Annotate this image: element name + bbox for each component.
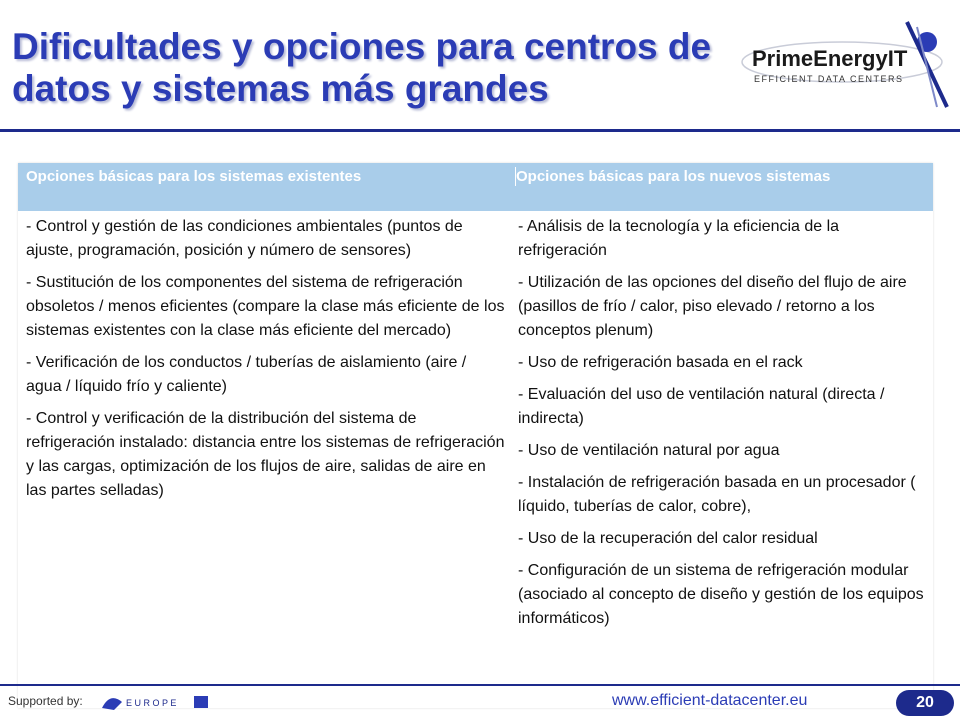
list-item: - Análisis de la tecnología y la eficiencia de la refrigeración (518, 218, 840, 259)
list-item: - Uso de ventilación natural por agua (518, 442, 780, 459)
header-new-systems: Opciones básicas para los nuevos sistemas (515, 167, 916, 186)
existing-systems-column (26, 215, 506, 511)
slide-title (12, 26, 712, 110)
page-number-badge: 20 (896, 690, 954, 716)
header-existing-systems: Opciones básicas para los sistemas existentes (26, 168, 362, 185)
list-item: - Uso de refrigeración basada en el rack (518, 354, 803, 371)
footer-divider (0, 684, 960, 686)
eu-flag-icon (194, 696, 208, 708)
list-item: - Control y gestión de las condiciones ambientales (puntos de ajuste, programación, posición y número de sensores) (26, 218, 463, 259)
list-item: - Verificación de los conductos / tuberías de aislamiento (aire / agua / líquido frío y caliente) (26, 354, 467, 395)
options-table (18, 163, 933, 708)
europe-label: E U R O P E (126, 698, 177, 708)
logo-name: PrimeEnergyIT (752, 46, 908, 71)
list-item: - Uso de la recuperación del calor residual (518, 530, 818, 547)
list-item: - Utilización de las opciones del diseño del flujo de aire (pasillos de frío / calor, piso elevado / retorno a los conceptos plenum) (518, 274, 907, 339)
footer-supported-by: Supported by: (8, 694, 83, 708)
title-line-2: datos y sistemas más grandes (12, 68, 549, 109)
list-item: - Evaluación del uso de ventilación natural (directa / indirecta) (518, 386, 885, 427)
logo-tagline: EFFICIENT DATA CENTERS (754, 74, 904, 84)
table-header-row (18, 163, 933, 213)
footer-website-link[interactable]: www.efficient-datacenter.eu (612, 692, 808, 709)
iee-europe-logo (100, 688, 210, 714)
list-item: - Configuración de un sistema de refrigeración modular (asociado al concepto de diseño y gestión de los equipos informáticos) (518, 562, 924, 627)
list-item: - Instalación de refrigeración basada en un procesador ( líquido, tuberías de calor, cobre), (518, 474, 916, 515)
title-line-1: Dificultades y opciones para centros de (12, 26, 712, 67)
list-item: - Sustitución de los componentes del sistema de refrigeración obsoletos / menos eficientes (compare la clase más eficiente de los sistemas existentes con la clase más eficiente del mercado) (26, 274, 505, 339)
new-systems-column (518, 215, 924, 639)
list-item: - Control y verificación de la distribución del sistema de refrigeración instalado: distancia entre los sistemas de refrigeración y las cargas, optimización de los flujos de aire, salidas de aire en las partes selladas) (26, 410, 505, 499)
title-divider (0, 129, 960, 132)
primeenergyit-logo (722, 12, 952, 117)
